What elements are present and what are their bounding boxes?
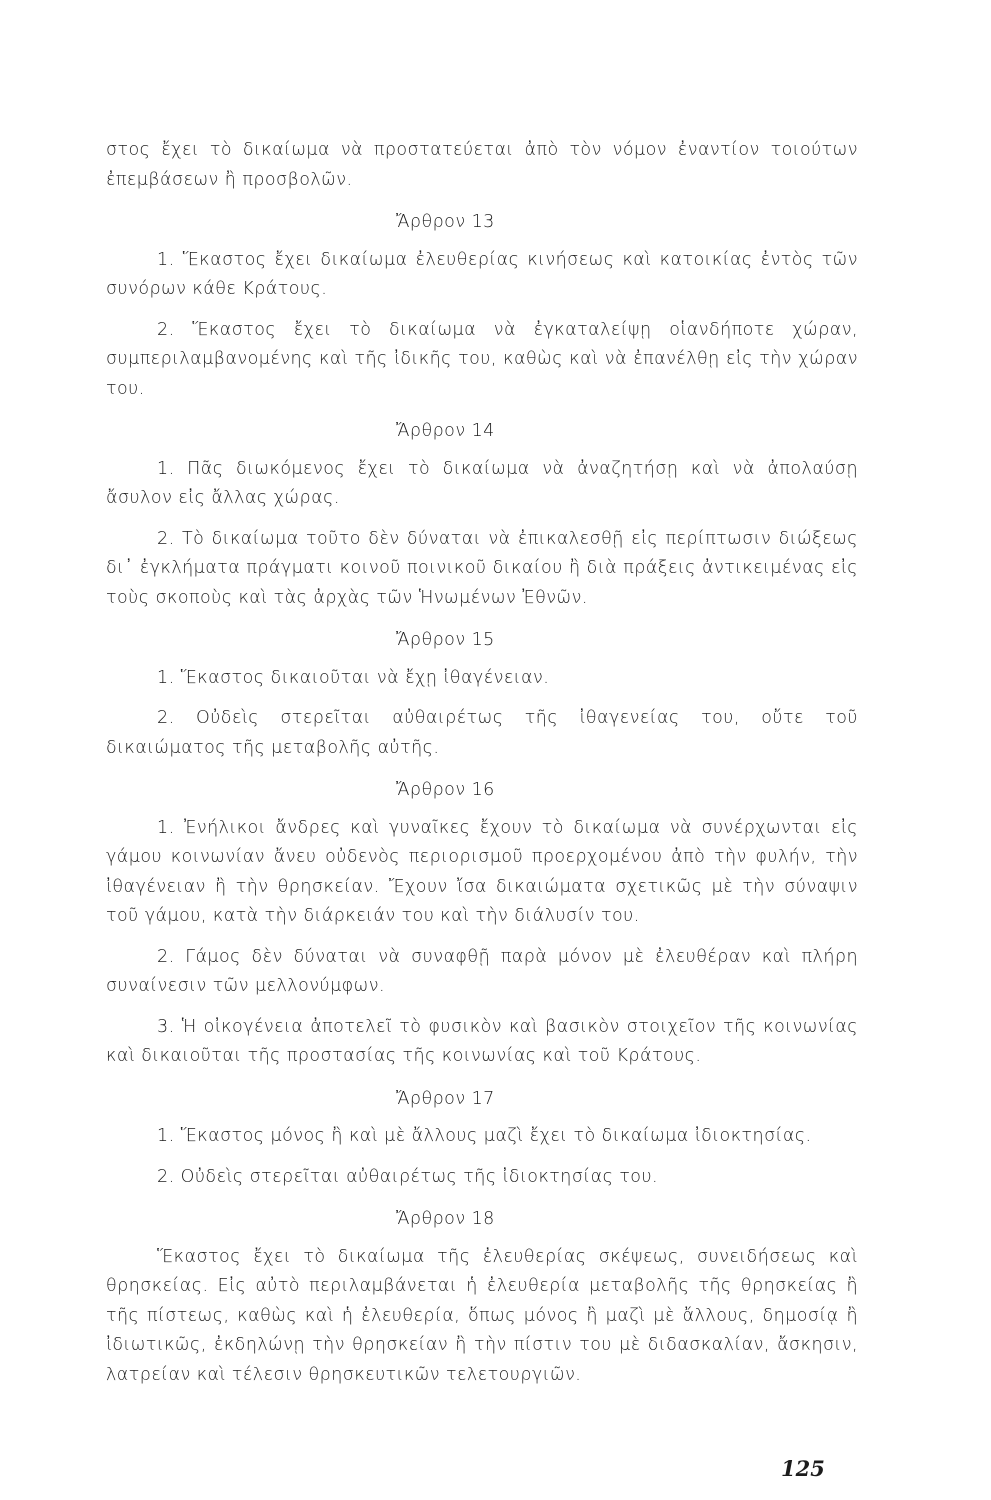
paragraph-continuation: στος ἔχει τὸ δικαίωμα νὰ προστατεύεται ἀπὸ τὸν νόμον ἐναντίον τοιούτων ἐπεμβάσεων ἢ προσβολῶν. bbox=[106, 140, 858, 190]
article-heading-18: Ἄρθρον 18 bbox=[396, 1209, 495, 1229]
article-14-para-2: 2. Τὸ δικαίωμα τοῦτο δὲν δύναται νὰ ἐπικαλεσθῇ εἰς περίπτωσιν διώξεως δι᾽ ἐγκλήματα πράγματι κοινοῦ ποινικοῦ δικαίου ἢ διὰ πράξεις ἀντικειμένας εἰς τοὺς σκοποὺς καὶ τὰς ἀρχὰς τῶν Ἡνωμένων Ἐθνῶν. bbox=[106, 528, 858, 608]
article-16-para-2: 2. Γάμος δὲν δύναται νὰ συναφθῇ παρὰ μόνον μὲ ἐλευθέραν καὶ πλήρη συναίνεσιν τῶν μελλονύμφων. bbox=[106, 946, 858, 996]
article-14-para-1: 1. Πᾶς διωκόμενος ἔχει τὸ δικαίωμα νὰ ἀναζητήσῃ καὶ νὰ ἀπολαύσῃ ἄσυλον εἰς ἄλλας χώρας. bbox=[106, 458, 858, 508]
article-17-para-1: 1. Ἕκαστος μόνος ἢ καὶ μὲ ἄλλους μαζὶ ἔχει τὸ δικαίωμα ἰδιοκτησίας. bbox=[157, 1126, 812, 1146]
article-16-para-3: 3. Ἡ οἰκογένεια ἀποτελεῖ τὸ φυσικὸν καὶ βασικὸν στοιχεῖον τῆς κοινωνίας καὶ δικαιοῦται τῆς προστασίας τῆς κοινωνίας καὶ τοῦ Κράτους. bbox=[106, 1016, 858, 1066]
article-16-para-1: 1. Ἐνήλικοι ἄνδρες καὶ γυναῖκες ἔχουν τὸ δικαίωμα νὰ συνέρχωνται εἰς γάμου κοινωνίαν ἄνευ οὐδενὸς περιορισμοῦ προερχομένου ἀπὸ τὴν φυλήν, τὴν ἰθαγένειαν ἢ τὴν θρησκείαν. Ἔχουν ἴσα δικαιώματα σχετικῶς μὲ τὴν σύναψιν τοῦ γάμου, κατὰ τὴν διάρκειάν του καὶ τὴν διάλυσίν του. bbox=[106, 817, 858, 926]
article-heading-13: Ἄρθρον 13 bbox=[396, 212, 495, 232]
page-number: 125 bbox=[781, 1456, 825, 1481]
article-heading-17: Ἄρθρον 17 bbox=[396, 1088, 495, 1109]
article-heading-14: Ἄρθρον 14 bbox=[396, 421, 495, 441]
page-body bbox=[106, 136, 858, 1401]
article-13-para-2: 2. Ἕκαστος ἔχει τὸ δικαίωμα νὰ ἐγκαταλείψῃ οἱανδήποτε χώραν, συμπεριλαμβανομένης καὶ τῆς ἰδικῆς του, καθὼς καὶ νὰ ἐπανέλθῃ εἰς τὴν χώραν του. bbox=[106, 319, 858, 399]
article-17-para-2: 2. Οὐδεὶς στερεῖται αὐθαιρέτως τῆς ἰδιοκτησίας του. bbox=[157, 1166, 659, 1187]
article-13-para-1: 1. Ἕκαστος ἔχει δικαίωμα ἐλευθερίας κινήσεως καὶ κατοικίας ἐντὸς τῶν συνόρων κάθε Κράτους. bbox=[106, 249, 858, 299]
article-18-para-1: Ἕκαστος ἔχει τὸ δικαίωμα τῆς ἐλευθερίας σκέψεως, συνειδήσεως καὶ θρησκείας. Εἰς αὐτὸ περιλαμβάνεται ἡ ἐλευθερία μεταβολῆς τῆς θρησκείας ἢ τῆς πίστεως, καθὼς καὶ ἡ ἐλευθερία, ὅπως μόνος ἢ μαζὶ μὲ ἄλλους, δημοσίᾳ ἢ ἰδιωτικῶς, ἐκδηλώνῃ τὴν θρησκείαν ἢ τὴν πίστιν του μὲ διδασκαλίαν, ἄσκησιν, λατρείαν καὶ τέλεσιν θρησκευτικῶν τελετουργιῶν. bbox=[106, 1246, 858, 1385]
article-heading-15: Ἄρθρον 15 bbox=[396, 630, 495, 650]
article-15-para-1: 1. Ἕκαστος δικαιοῦται νὰ ἔχῃ ἰθαγένειαν. bbox=[157, 667, 550, 688]
article-heading-16: Ἄρθρον 16 bbox=[396, 780, 495, 800]
article-15-para-2: 2. Οὐδεὶς στερεῖται αὐθαιρέτως τῆς ἰθαγενείας του, οὔτε τοῦ δικαιώματος τῆς μεταβολῆς αὐτῆς. bbox=[106, 708, 858, 758]
